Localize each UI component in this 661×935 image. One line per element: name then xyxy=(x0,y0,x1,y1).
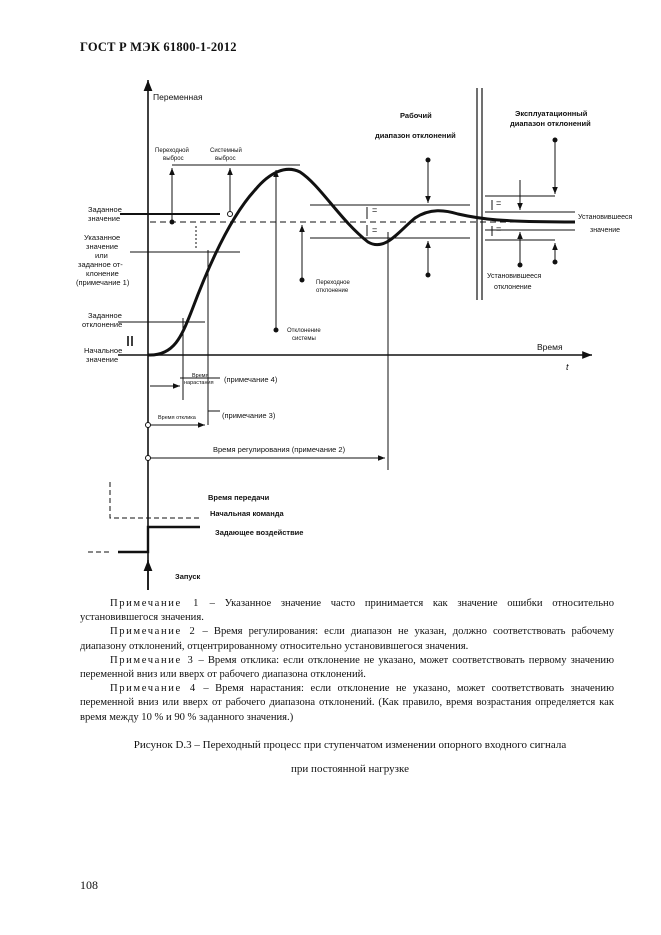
svg-text:Системный: Системный xyxy=(210,148,242,154)
time-label: Время xyxy=(537,342,563,352)
svg-text:Начальная команда: Начальная команда xyxy=(210,509,284,518)
page-number: 108 xyxy=(80,878,98,892)
svg-text:Отклонение: Отклонение xyxy=(287,328,321,334)
variable-label: Переменная xyxy=(153,92,203,102)
svg-text:значение: значение xyxy=(86,242,119,251)
svg-text:отклонение: отклонение xyxy=(316,288,349,294)
svg-text:Время: Время xyxy=(192,373,209,379)
svg-text:(примечание 3): (примечание 3) xyxy=(222,411,276,420)
svg-text:Установившееся: Установившееся xyxy=(487,273,542,280)
svg-text:значение: значение xyxy=(590,227,621,234)
t-label: t xyxy=(566,362,569,372)
svg-text:Рабочий: Рабочий xyxy=(400,111,432,120)
note-1: Примечание 1 – Указанное значение часто принимается как значение ошибки относительно установившегося значения. xyxy=(80,598,614,624)
svg-text:Время регулирования (примечани: Время регулирования (примечание 2) xyxy=(213,445,346,454)
reference-step xyxy=(118,527,200,552)
note-3: Примечание 3 – Время отклика: если отклонение не указано, может соответствовать первому значению переменной вниз или вверх от рабочего диапазона отклонений. xyxy=(80,654,614,681)
response-curve xyxy=(148,169,575,355)
figure-caption-line-1: Рисунок D.3 – Переходный процесс при ступенчатом изменении опорного входного сигнала xyxy=(133,739,567,751)
svg-text:заданное от-: заданное от- xyxy=(78,260,123,269)
svg-text:=: = xyxy=(496,224,502,234)
svg-text:Переходное: Переходное xyxy=(316,280,350,286)
svg-text:(примечание 1): (примечание 1) xyxy=(76,278,130,287)
svg-text:Начальное: Начальное xyxy=(84,346,123,355)
svg-text:Время отклика: Время отклика xyxy=(158,415,196,421)
svg-text:Переходной: Переходной xyxy=(155,148,189,154)
svg-text:диапазон отклонений: диапазон отклонений xyxy=(375,131,456,140)
svg-text:нарастания: нарастания xyxy=(184,380,214,386)
svg-text:значение: значение xyxy=(86,355,119,364)
svg-text:системы: системы xyxy=(292,336,316,342)
svg-text:диапазон отклонений: диапазон отклонений xyxy=(510,119,591,128)
svg-text:=: = xyxy=(372,225,378,235)
svg-text:Указанное: Указанное xyxy=(84,233,121,242)
figure-caption-line-2: при постоянной нагрузке xyxy=(291,763,409,775)
svg-text:или: или xyxy=(95,251,108,260)
svg-text:Эксплуатационный: Эксплуатационный xyxy=(515,109,588,118)
svg-text:Время передачи: Время передачи xyxy=(208,493,270,502)
svg-text:=: = xyxy=(372,205,378,215)
svg-text:выброс: выброс xyxy=(215,156,236,162)
svg-text:значение: значение xyxy=(88,214,121,223)
svg-text:отклонение: отклонение xyxy=(82,320,123,329)
note-2: Примечание 2 – Время регулирования: если диапазон не указан, должно соответствовать рабочему диапазону отклонений, отцентрированному относительно установившегося значения. xyxy=(80,626,614,652)
svg-text:Задающее воздействие: Задающее воздействие xyxy=(215,528,304,537)
note-4: Примечание 4 – Время нарастания: если отклонение не указано, может соответствовать значению переменной вниз или вверх от рабочего диапазона отклонений. (Как правило, время возрастания определяется как время между 10 % и 90 % заданного значения.) xyxy=(80,683,614,723)
svg-text:Установившееся: Установившееся xyxy=(578,214,633,221)
document-header: ГОСТ Р МЭК 61800-1-2012 xyxy=(80,40,237,54)
svg-text:Заданное: Заданное xyxy=(88,311,122,320)
svg-text:=: = xyxy=(496,198,502,208)
svg-text:клонение: клонение xyxy=(86,269,119,278)
notes-block xyxy=(80,597,614,725)
svg-text:отклонение: отклонение xyxy=(494,284,532,291)
svg-text:(примечание 4): (примечание 4) xyxy=(224,375,278,384)
svg-text:Заданное: Заданное xyxy=(88,205,122,214)
initial-command-signal xyxy=(110,482,200,518)
svg-text:Запуск: Запуск xyxy=(175,572,201,581)
svg-text:выброс: выброс xyxy=(163,156,184,162)
